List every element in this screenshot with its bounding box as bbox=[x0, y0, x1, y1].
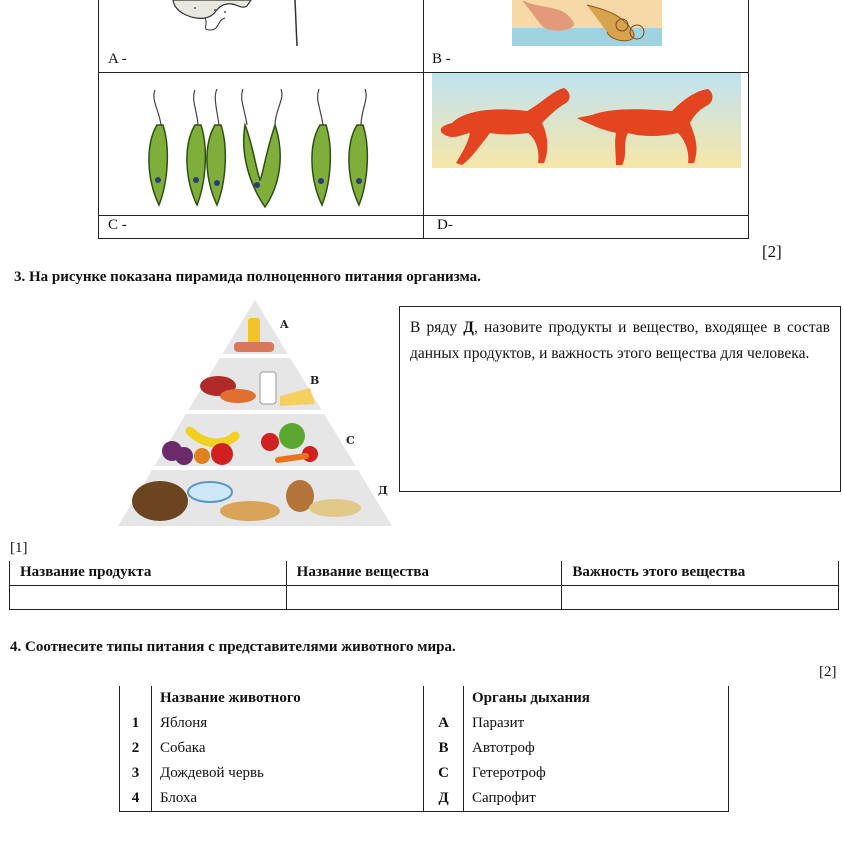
answer-cell-product[interactable] bbox=[10, 585, 287, 609]
table-row bbox=[120, 786, 729, 811]
prompt-row-letter: Д bbox=[463, 319, 474, 336]
question-3-title: 3. На рисунке показана пирамида полноценного питания организма. bbox=[14, 269, 481, 285]
euglena-image bbox=[135, 85, 375, 210]
header-substance-name: Название вещества bbox=[286, 561, 562, 585]
caption-d: D- bbox=[437, 217, 453, 233]
header-product-name: Название продукта bbox=[10, 561, 287, 585]
horses-image bbox=[432, 73, 741, 168]
amoeba-image bbox=[165, 0, 315, 48]
question-3-prompt-box bbox=[399, 306, 841, 492]
option-letter: C bbox=[424, 761, 464, 786]
caption-c: C - bbox=[108, 217, 127, 233]
nutrition-type: Паразит bbox=[464, 711, 729, 736]
table-answer-row bbox=[10, 585, 839, 609]
grid-divider bbox=[98, 215, 749, 216]
question-2-marks: [2] bbox=[762, 242, 782, 261]
table-row bbox=[120, 736, 729, 761]
caption-a: A - bbox=[108, 51, 127, 67]
animal-name: Собака bbox=[152, 736, 424, 761]
prompt-text-end: , назовите продукты и вещество, входящее в состав данных продуктов, и важность этого вещества для человека. bbox=[410, 319, 830, 362]
question-3-marks: [1] bbox=[10, 540, 28, 556]
header-num-cell bbox=[120, 686, 152, 711]
nutrition-type: Гетеротроф bbox=[464, 761, 729, 786]
pyramid-label-b: B bbox=[310, 374, 320, 387]
grid-divider bbox=[423, 0, 424, 238]
nutrition-type: Сапрофит bbox=[464, 786, 729, 811]
food-pyramid-image bbox=[110, 296, 400, 531]
answer-cell-substance[interactable] bbox=[286, 585, 562, 609]
animal-name: Яблоня bbox=[152, 711, 424, 736]
option-letter: B bbox=[424, 736, 464, 761]
table-header-row bbox=[10, 561, 839, 585]
animal-name: Дождевой червь bbox=[152, 761, 424, 786]
header-animal-name: Название животного bbox=[152, 686, 424, 711]
animal-name: Блоха bbox=[152, 786, 424, 811]
row-number: 3 bbox=[120, 761, 152, 786]
answer-cell-importance[interactable] bbox=[562, 585, 839, 609]
question-4-matching-table bbox=[119, 686, 729, 812]
table-header-row bbox=[120, 686, 729, 711]
table-row bbox=[120, 711, 729, 736]
prompt-text-start: В ряду bbox=[410, 319, 464, 336]
row-number: 2 bbox=[120, 736, 152, 761]
pyramid-label-d: Д bbox=[378, 484, 388, 497]
header-substance-importance: Важность этого вещества bbox=[562, 561, 839, 585]
pyramid-label-c: C bbox=[346, 434, 355, 447]
nutrition-type: Автотроф bbox=[464, 736, 729, 761]
row-number: 1 bbox=[120, 711, 152, 736]
pyramid-label-a: A bbox=[280, 318, 289, 331]
option-letter: A bbox=[424, 711, 464, 736]
option-letter: Д bbox=[424, 786, 464, 811]
header-nutrition-type: Органы дыхания bbox=[464, 686, 729, 711]
row-number: 4 bbox=[120, 786, 152, 811]
digestive-image bbox=[512, 0, 662, 46]
header-letter-cell bbox=[424, 686, 464, 711]
question-4-title: 4. Соотнесите типы питания с представителями животного мира. bbox=[10, 639, 456, 655]
table-row bbox=[120, 761, 729, 786]
question-4-marks: [2] bbox=[819, 664, 837, 680]
question-3-answer-table bbox=[9, 561, 839, 610]
caption-b: B - bbox=[432, 51, 451, 67]
